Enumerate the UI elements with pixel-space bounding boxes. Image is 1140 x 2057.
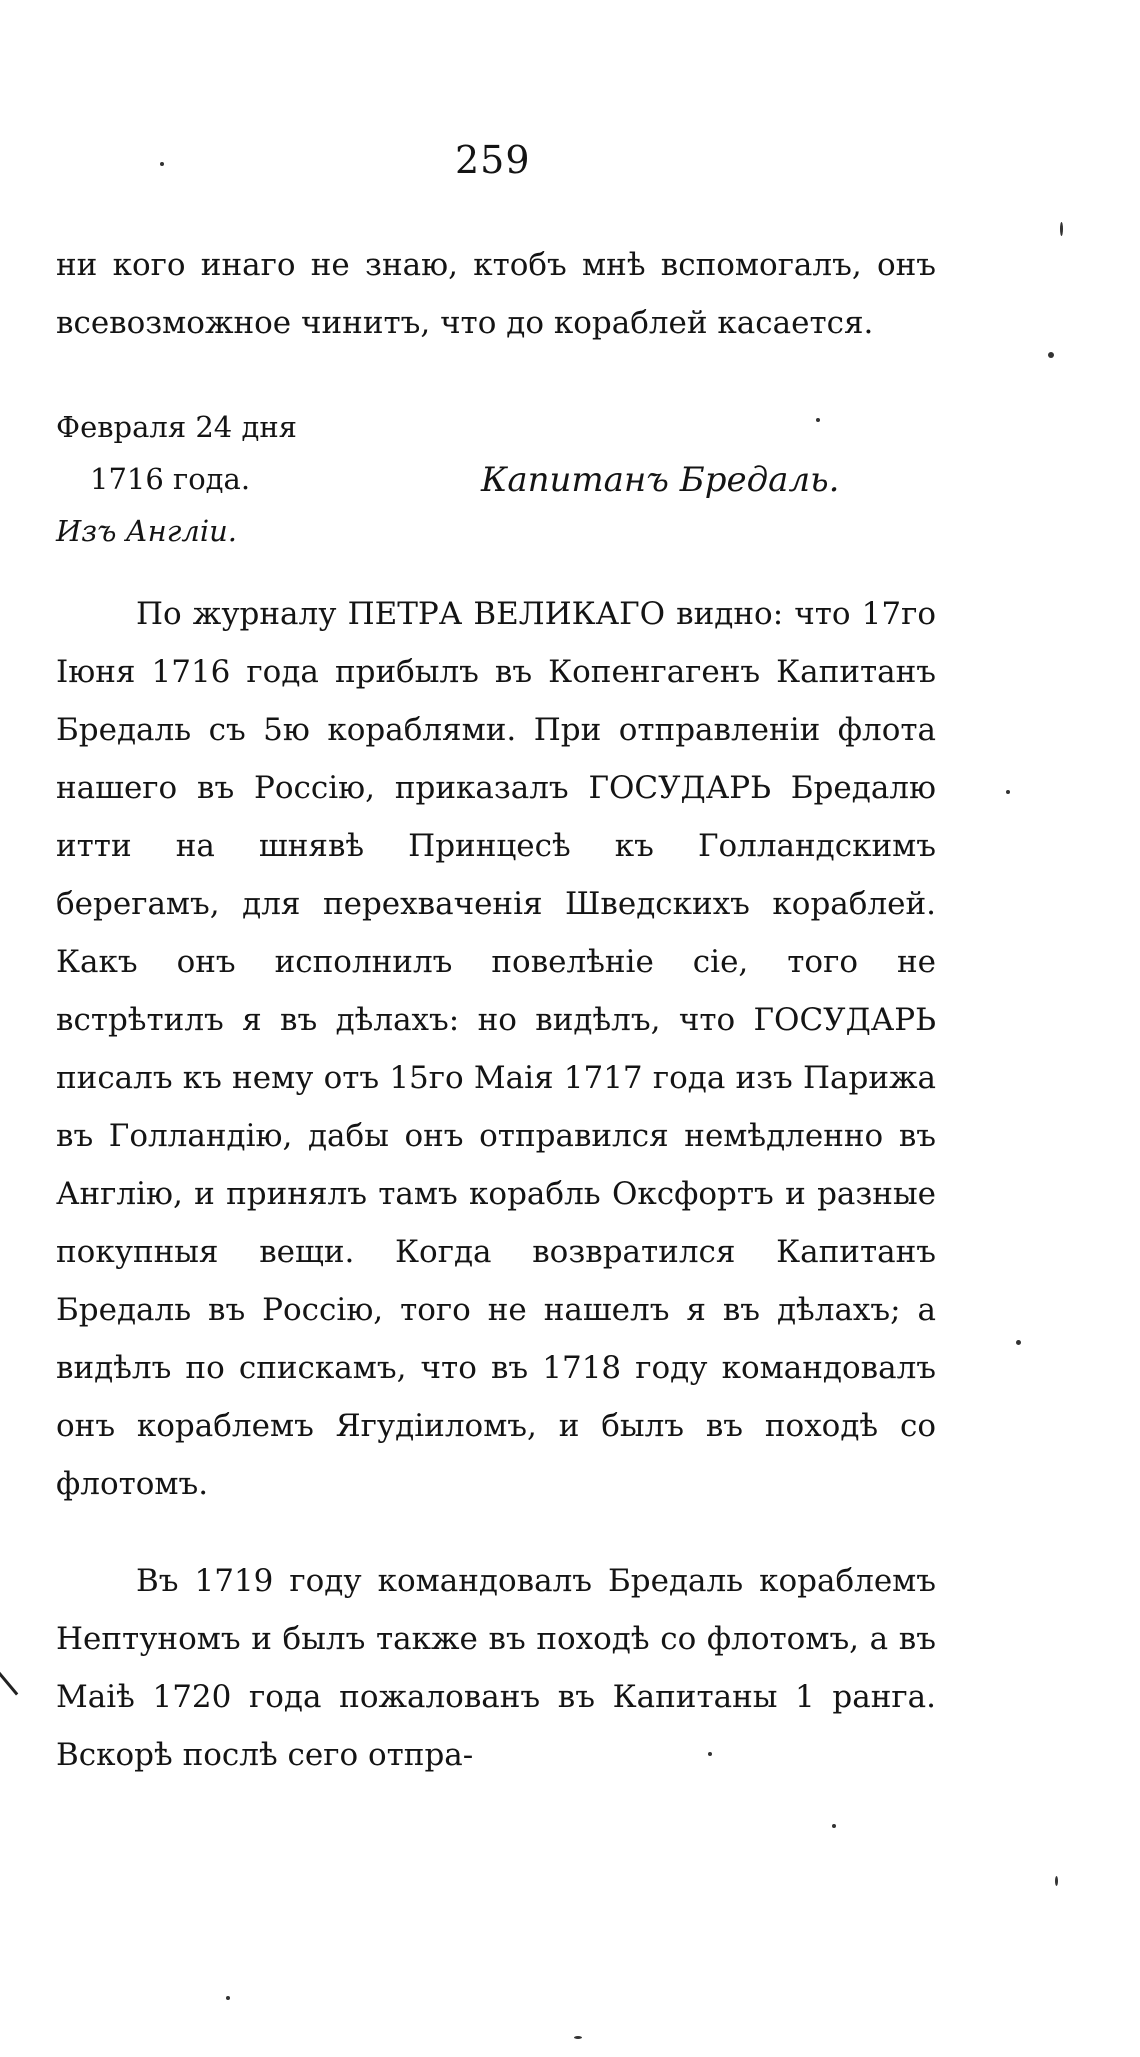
scan-speck (226, 1996, 230, 2000)
scan-speck (816, 418, 820, 422)
letter-closing (56, 410, 936, 570)
scan-speck (1006, 790, 1010, 794)
scan-speck (160, 162, 164, 166)
scan-edge-mark (0, 1671, 18, 1696)
letter-signature: Капитанъ Бредаль. (481, 460, 840, 500)
scan-speck (574, 2036, 582, 2039)
letter-place: Изъ Англіи. (56, 514, 238, 548)
scan-speck (1055, 1876, 1058, 1886)
scan-speck (1016, 1340, 1021, 1345)
scan-speck (1048, 352, 1054, 358)
page-number: 259 (455, 138, 531, 182)
letter-year-line: 1716 года. (90, 462, 251, 496)
scan-speck (708, 1752, 712, 1756)
body-paragraph-1: По журналу ПЕТРА ВЕЛИКАГО видно: что 17го Іюня 1716 года прибылъ въ Копенгагенъ Капитанъ Бредаль съ 5ю кораблями. При отправленіи флота нашего въ Россію, приказалъ ГОСУДАРЬ Бредалю итти на шнявѣ Принцесѣ къ Голландскимъ берегамъ, для перехваченія Шведскихъ кораблей. Какъ онъ исполнилъ повелѣніе сіе, того не встрѣтилъ я въ дѣлахъ: но видѣлъ, что ГОСУДАРЬ писалъ къ нему отъ 15го Маія 1717 года изъ Парижа въ Голландію, дабы онъ отправился немѣдленно въ Англію, и принялъ тамъ корабль Оксфортъ и разные покупныя вещи. Когда возвратился Капитанъ Бредаль въ Россію, того не нашелъ я въ дѣлахъ; а видѣлъ по спискамъ, что въ 1718 году командовалъ онъ кораблемъ Ягудіиломъ, и былъ въ походѣ со флотомъ. (56, 596, 936, 1502)
scan-speck (1060, 222, 1063, 236)
letter-date-line: Февраля 24 дня (56, 410, 297, 444)
body-paragraph-2: Въ 1719 году командовалъ Бредаль кораблемъ Нептуномъ и былъ также въ походѣ со флотомъ, а въ Маіѣ 1720 года пожалованъ въ Капитаны 1 ранга. Вскорѣ послѣ сего отпра- (56, 1563, 936, 1773)
scan-speck (832, 1824, 836, 1828)
letter-ending-text: ни кого инаго не знаю, ктобъ мнѣ вспомогалъ, онъ всевозможное чинитъ, что до кораблей касается. (56, 247, 936, 341)
